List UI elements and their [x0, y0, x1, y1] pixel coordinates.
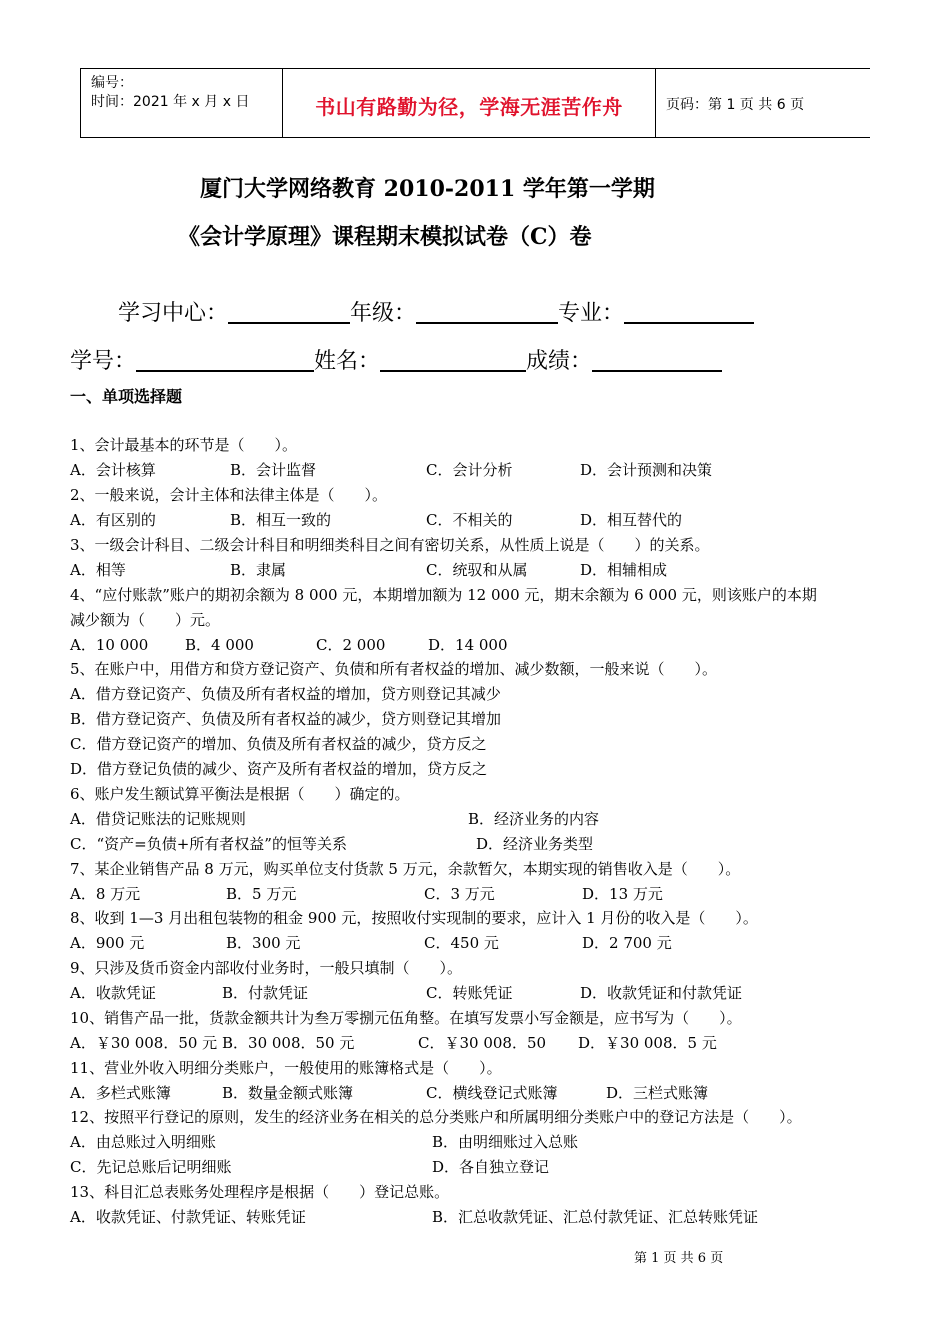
option-a: A．收款凭证、付款凭证、转账凭证: [70, 1208, 306, 1226]
option-b: B．4 000: [185, 636, 254, 654]
option-b: B．付款凭证: [222, 984, 309, 1002]
option-a: A．借方登记资产、负债及所有者权益的增加，贷方则登记其减少: [70, 685, 501, 703]
option-d: D．相互替代的: [580, 511, 683, 529]
option-a: A．有区别的: [70, 511, 156, 529]
page-header: [80, 68, 870, 138]
option-b: B．相互一致的: [230, 511, 332, 529]
question-stem: 6、账户发生额试算平衡法是根据（ ）确定的。: [70, 785, 410, 803]
option-d: D．14 000: [428, 636, 508, 654]
option-c: C．先记总账后记明细账: [70, 1158, 232, 1176]
header-motto: 书山有路勤为径，学海无涯苦作舟: [315, 95, 623, 119]
option-c: C．统驭和从属: [426, 561, 528, 579]
option-b: B．会计监督: [230, 461, 317, 479]
study-center-field[interactable]: [228, 300, 350, 324]
question-stem: 4、“应付账款”账户的期初余额为 8 000 元，本期增加额为 12 000 元，期末余额为 6 000 元，则该账户的本期: [70, 586, 817, 604]
option-b: B．经济业务的内容: [468, 810, 600, 828]
option-b: B．300 元: [226, 934, 301, 952]
option-c: C．不相关的: [426, 511, 513, 529]
option-b: B．30 008．50 元: [222, 1034, 355, 1052]
option-a: A．借贷记账法的记账规则: [70, 810, 246, 828]
grade-field[interactable]: [416, 300, 558, 324]
header-page-info: 页码：第 1 页 共 6 页: [666, 97, 805, 113]
question-stem: 10、销售产品一批，货款金额共计为叁万零捌元伍角整。在填写发票小写金额是，应书写为（ ）。: [70, 1009, 742, 1027]
option-b: B．数量金额式账簿: [222, 1084, 354, 1102]
option-d: D．各自独立登记: [432, 1158, 550, 1176]
option-b: B．借方登记资产、负债及所有者权益的减少，贷方则登记其增加: [70, 710, 502, 728]
question-stem: 7、某企业销售产品 8 万元，购买单位支付货款 5 万元，余款暂欠，本期实现的销售收入是（ ）。: [70, 860, 741, 878]
option-d: D．2 700 元: [582, 934, 672, 952]
page-footer: 第 1 页 共 6 页: [634, 1251, 724, 1266]
question-stem: 12、按照平行登记的原则，发生的经济业务在相关的总分类账户和所属明细分类账户中的登记方法是（ ）。: [70, 1108, 802, 1126]
document-date: 时间：2021 年 x 月 x 日: [91, 94, 250, 110]
score-label: 成绩：: [526, 349, 593, 374]
question-stem: 9、只涉及货币资金内部收付业务时，一般只填制（ ）。: [70, 959, 463, 977]
document-number-label: 编号：: [91, 75, 133, 91]
option-a: A．相等: [70, 561, 126, 579]
major-field[interactable]: [624, 300, 754, 324]
exam-title-line1: 厦门大学网络教育 2010-2011 学年第一学期: [200, 176, 655, 202]
option-a: A．多栏式账簿: [70, 1084, 171, 1102]
score-field[interactable]: [592, 348, 722, 372]
option-d: D．会计预测和决策: [580, 461, 713, 479]
option-d: D．13 万元: [582, 885, 663, 903]
major-label: 专业：: [558, 301, 625, 326]
question-stem: 11、营业外收入明细分类账户，一般使用的账簿格式是（ ）。: [70, 1059, 502, 1077]
student-info-row1: [118, 296, 754, 327]
question-stem: 3、一级会计科目、二级会计科目和明细类科目之间有密切关系，从性质上说是（ ）的关系。: [70, 536, 710, 554]
option-a: A．会计核算: [70, 461, 156, 479]
question-stem: 5、在账户中，用借方和贷方登记资产、负债和所有者权益的增加、减少数额，一般来说（ ）。: [70, 660, 718, 678]
option-c: C．“资产=负债+所有者权益”的恒等关系: [70, 835, 347, 853]
option-a: A．收款凭证: [70, 984, 156, 1002]
option-a: A．由总账过入明细账: [70, 1133, 216, 1151]
question-stem-continued: 减少额为（ ）元。: [70, 611, 221, 629]
option-c: C．￥30 008．50: [418, 1034, 547, 1052]
header-meta-cell: [80, 69, 283, 137]
option-a: A．10 000: [70, 636, 149, 654]
name-label: 姓名：: [314, 349, 381, 374]
question-stem: 8、收到 1—3 月出租包装物的租金 900 元，按照收付实现制的要求，应计入 1 月份的收入是（ ）。: [70, 909, 758, 927]
study-center-label: 学习中心：: [118, 301, 229, 326]
option-c: C．2 000: [316, 636, 386, 654]
option-c: C．横线登记式账簿: [426, 1084, 558, 1102]
option-c: C．借方登记资产的增加、负债及所有者权益的减少，贷方反之: [70, 735, 487, 753]
option-c: C．3 万元: [424, 885, 495, 903]
header-motto-cell: [282, 69, 656, 137]
option-a: A．8 万元: [70, 885, 141, 903]
question-stem: 2、一般来说，会计主体和法律主体是（ ）。: [70, 486, 388, 504]
grade-label: 年级：: [350, 301, 417, 326]
option-d: D．￥30 008．5 元: [578, 1034, 717, 1052]
option-b: B．5 万元: [226, 885, 297, 903]
option-a: A．￥30 008．50 元: [70, 1034, 218, 1052]
option-d: D．借方登记负债的减少、资产及所有者权益的增加，贷方反之: [70, 760, 488, 778]
student-id-field[interactable]: [136, 348, 314, 372]
option-b: B．由明细账过入总账: [432, 1133, 579, 1151]
option-b: B．汇总收款凭证、汇总付款凭证、汇总转账凭证: [432, 1208, 759, 1226]
header-page-cell: [656, 69, 870, 137]
section-title: 一、单项选择题: [70, 387, 183, 406]
option-d: D．收款凭证和付款凭证: [580, 984, 743, 1002]
name-field[interactable]: [380, 348, 526, 372]
exam-title-line2: 《会计学原理》课程期末模拟试卷（C）卷: [178, 224, 592, 250]
option-a: A．900 元: [70, 934, 145, 952]
option-c: C．450 元: [424, 934, 499, 952]
option-d: D．相辅相成: [580, 561, 668, 579]
option-b: B．隶属: [230, 561, 287, 579]
question-stem: 1、会计最基本的环节是（ ）。: [70, 436, 298, 454]
question-stem: 13、科目汇总表账务处理程序是根据（ ）登记总账。: [70, 1183, 450, 1201]
student-id-label: 学号：: [70, 349, 137, 374]
option-d: D．经济业务类型: [476, 835, 594, 853]
option-d: D．三栏式账簿: [606, 1084, 709, 1102]
student-info-row2: [70, 344, 722, 375]
option-c: C．转账凭证: [426, 984, 513, 1002]
option-c: C．会计分析: [426, 461, 513, 479]
